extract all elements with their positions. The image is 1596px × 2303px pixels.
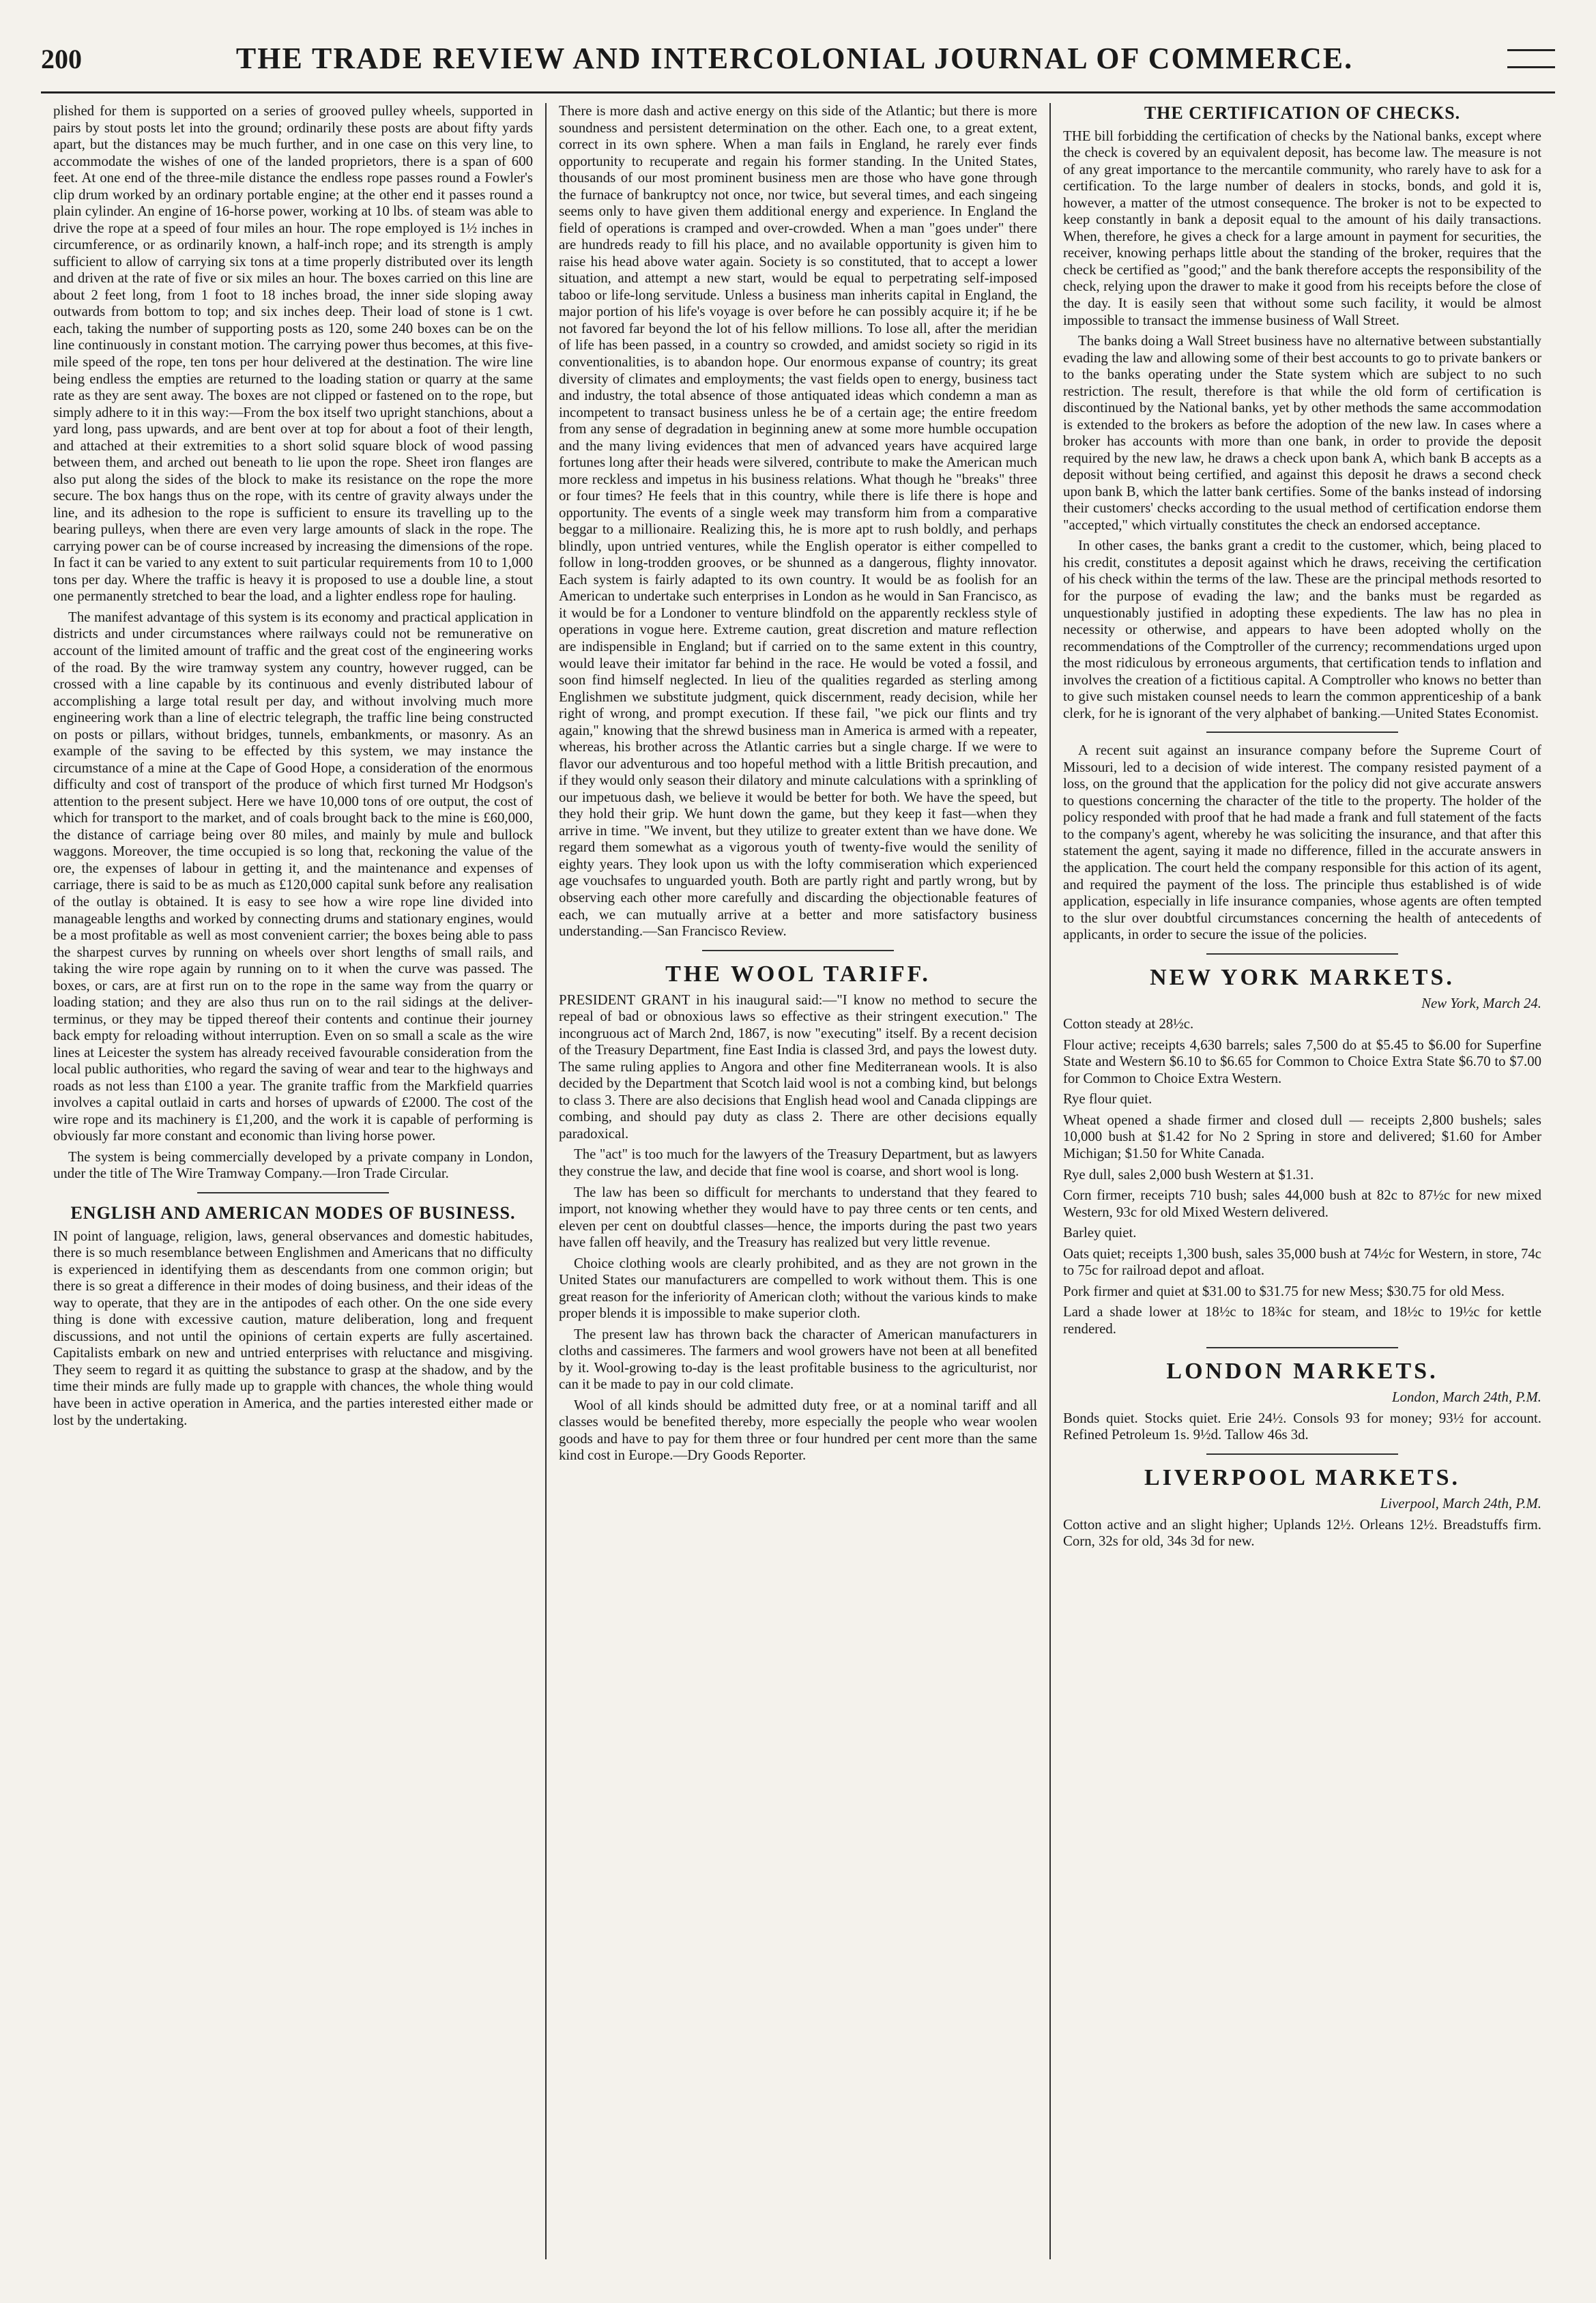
article-paragraph: The law has been so difficult for merchants to understand that they feared to import, not knowing whether they would have to pay three cents or ten cents, and eleven per cent on doubtful classes—hence, the imports during the past two years have fallen off heavily, and the Treasury has realized but very little revenue. (559, 1184, 1037, 1251)
market-line: Bonds quiet. Stocks quiet. Erie 24½. Consols 93 for money; 93½ for account. Refined Petroleum 1s. 9½d. Tallow 46s 3d. (1063, 1410, 1541, 1443)
market-heading: LIVERPOOL MARKETS. (1144, 1465, 1461, 1491)
market-heading: NEW YORK MARKETS. (1150, 964, 1455, 990)
article-paragraph: A recent suit against an insurance company before the Supreme Court of Missouri, led to a decision of wide interest. The company resisted payment of a loss, on the ground that the application for the policy did not give accurate answers to questions concerning the character of the title to the property. The holder of the policy responded with proof that he had made a frank and full statement of the facts to the company's agent, whereby he was soliciting the insurance, and that after this statement the agent, saying it made no difference, filled in the accurate answers in the application. The court held the company responsible for this action of its agent, and required the payment of the loss. The principle thus established is of wide application, especially in life insurance companies, whose agents are often tempted to the slur over doubtful circumstances concerning the health of antecedents of applicants, in order to secure the issue of the policies. (1063, 742, 1541, 943)
article-heading: THE CERTIFICATION OF CHECKS. (1144, 103, 1461, 123)
liverpool-markets (1063, 1464, 1541, 1550)
section-divider (1206, 1347, 1397, 1348)
page-number: 200 (41, 44, 82, 74)
market-dateline: New York, March 24. (1421, 995, 1541, 1011)
market-heading: LONDON MARKETS. (1166, 1359, 1438, 1385)
newspaper-page (41, 41, 1555, 2262)
article-paragraph: The "act" is too much for the lawyers of the Treasury Department, but as lawyers they construe the law, and decide that fine wool is coarse, and short wool is long. (559, 1146, 1037, 1179)
article-paragraph: PRESIDENT GRANT in his inaugural said:—"I know no method to secure the repeal of bad or obnoxious laws so effective as their stringent execution." The incongruous act of March 2nd, 1867, is now "executing" itself. By a recent decision of the Treasury Department, fine East India is classed 3rd, and pays the lowest duty. The same ruling applies to Angora and other fine Mediterranean wools. It is also decided by the Department that Scotch laid wool is not a combing kind, but belongs to class 3. There are also decisions that English head wool and Canada clippings are combing, and should pay duty as class 2. There are other decisions equally paradoxical. (559, 991, 1037, 1142)
section-divider (1206, 1453, 1397, 1455)
article-paragraph: There is more dash and active energy on this side of the Atlantic; but there is more soundness and persistent determination on the other. Each one, to a great extent, correct in its own sphere. When a man fails in England, he rarely ever finds opportunity to recuperate and regain his former standing. In the United States, thousands of our most prominent business men are those who have gone through the furnace of bankruptcy not once, nor twice, but several times, and each singeing seems only to have given them additional energy and experience. In England the field of operations is cramped and over-crowded. When a man "goes under" there are hundreds ready to fill his place, and no available opportunity is given him to raise his head above water again. Society is so constituted, that to accept a lower situation, and attempt a new start, would be equal to perpetrating self-imposed taboo or life-long servitude. Unless a business man inherits capital in England, the major portion of his life's voyage is over before he can possibly acquire it; if he be not favored far beyond the lot of his fellow millions. To lose all, after the meridian of life has been passed, in a country so crowded, and amidst society so rigid in its conventionalities, is to abandon hope. Our enormous expanse of country; its great diversity of climates and employments; the vast fields open to energy, business tact and industry, the total absence of those antiquated ideas which condemn a man as incompetent to transact business unless he be of a certain age; the entire freedom from any sense of degradation in beginning anew at some more humble occupation and the many living evidences that men of advanced years have acquired large fortunes long after their heads were silvered, contribute to make the American much more reckless and impetus in his business relations. What though he "breaks" three or four times? He feels that in this country, while there is life there is hope and opportunity. The events of a single week may transform him from a comparative beggar to a millionaire. Realizing this, he is more apt to rush boldly, and perhaps blindly, upon untried ventures, while the English operator is either compelled to follow in long-trodden grooves, or be shunned as a dangerous, flighty innovator. Each system is fairly adapted to its own country. It would be as foolish for an American to undertake such enterprises in London as he would in San Francisco, as it would be for a Londoner to venture blindfold on the apparently reckless style of operations in vogue here. Extreme caution, great discretion and mature reflection are indispensible in England; but if carried on to the same extent in this country, would leave their imitator far behind in the race. He would be voted a fossil, and soon find himself neglected. In lieu of the qualities regarded as sterling among Englishmen we substitute judgment, quick discernment, ready decision, while her right of wrong, and prompt execution. If these fail, "we pick our flints and try again," knowing that the shrewd business man in America is armed with a repeater, whereas, his brother across the Atlantic carries but a single charge. If we were to flavor our adventurous and too hopeful method with a little British precaution, and if they would only season their dilatory and minute calculations with a sprinkling of our impetuous dash, we believe it would be better for both. We have the speed, but they hold their grip. We hunt down the game, but they keep it fast—when they arrive in time. "We invent, but they utilize to greater extent than we have done. We regard them somewhat as a vigorous youth of twenty-five would the senility of eighty years. They look upon us with the lofty commiseration which experienced age vouchsafes to unguarded youth. Both are partly right and partly wrong, but by observing each other more carefully and discarding the objectionable features of each, we can mutually arrive at a better and more satisfactory business understanding.—San Francisco Review. (559, 103, 1037, 940)
article-heading: THE WOOL TARIFF. (665, 961, 931, 987)
article-paragraph: The system is being commercially developed by a private company in London, under the title of The Wire Tramway Company.—Iron Trade Circular. (53, 1148, 533, 1182)
article-paragraph: The banks doing a Wall Street business have no alternative between substantially evading the law and allowing some of their best accounts to go to private bankers or to the banks operating under the State system which are subject to no such restriction. The result, therefore is that while the old form of certification is discontinued by the National banks, yet by other methods the same accommodation is extended to the brokers as before the adoption of the new law. In cases where a broker has accounts with more than one bank, in order to provide the deposit required by the new law, he draws a check upon bank A, which bank B accepts as a deposit without being certified, and against this deposit he draws a second check upon bank B, which the latter bank certifies. Some of the banks instead of indorsing their customers' checks according to the usual method of certification endorse them "accepted," which virtually constitutes the check an endorsed acceptance. (1063, 333, 1541, 533)
market-line: Cotton active and an slight higher; Uplands 12½. Orleans 12½. Breadstuffs firm. Corn, 32s for old, 34s 3d for new. (1063, 1516, 1541, 1550)
article-paragraph: The present law has thrown back the character of American manufacturers in cloths and cassimeres. The farmers and wool growers have not been at all benefited by it. Wool-growing to-day is the least profitable business to the agriculturist, nor can it be made to pay in our cold climate. (559, 1326, 1037, 1393)
new-york-markets (1063, 964, 1541, 1338)
market-line: Wheat opened a shade firmer and closed dull — receipts 2,800 bushels; sales 10,000 bush at $1.42 for No 2 Spring in store and delivered; $1.60 for Amber Michigan; $1.50 for White Canada. (1063, 1112, 1541, 1161)
article-paragraph: In other cases, the banks grant a credit to the customer, which, being placed to his credit, constitutes a deposit against which he draws, receiving the certification of his check within the terms of the law. These are the principal methods resorted to for the purpose of evading the law; and the banks must be regarded as unquestionably justified in adopting these expedients. The law has no plea in necessity or otherwise, and appears to have been adopted wholly on the recommendations of the Comptroller of the currency; recommendations urged upon the most ridiculous by erroneous arguments, that certification tends to inflation and involves the creation of a fictitious capital. A Comptroller who knows no better than to give such mistaken counsel needs to learn the common apprenticeship of a bank clerk, for he is ignorant of the very alphabet of banking.—United States Economist. (1063, 538, 1541, 721)
section-divider (1206, 953, 1397, 955)
column-3 (1049, 103, 1554, 2259)
market-line: Rye dull, sales 2,000 bush Western at $1.31. (1063, 1166, 1314, 1183)
article-paragraph: Wool of all kinds should be admitted duty free, or at a nominal tariff and all classes would be benefited thereby, more especially the people who wear woolen goods and have to pay for them three or four hundred per cent more than the same kind cost in Europe.—Dry Goods Reporter. (559, 1397, 1037, 1464)
article-paragraph: plished for them is supported on a series of grooved pulley wheels, supported in pairs by stout posts let into the ground; ordinarily these posts are about fifty yards apart, but the distances may be much further, and in one case on this very line, to accommodate the wishes of one of the landed proprietors, there is a span of 600 feet. At one end of the three-mile distance the endless rope passes round a Fowler's clip drum worked by an ordinary portable engine; at the other end it passes round a plain cylinder. An engine of 16-horse power, working at 10 lbs. of steam was able to drive the rope at a speed of four miles an hour. The rope employed is 1½ inches in circumference, or as ordinarily known, a half-inch rope; and its strength is amply sufficient to allow of carrying six tons at a time properly distributed over its length and driven at the rate of five or six miles an hour. The boxes carried on this line are about 2 feet long, from 1 foot to 18 inches broad, the inner side sloping away outwards from bottom to top; and six inches deep. Their load of stone is 1 cwt. each, taking the number of supporting posts as 120, some 240 boxes can be on the line continuously in constant motion. The carrying power thus becomes, at this five-mile speed of the rope, ten tons per hour delivered at the destination. The wire line being endless the empties are returned to the loading station or quarry at the same rate as they are sent away. The boxes are not clipped or fastened on to the rope, but simply adhere to it in this way:—From the box itself two upright stanchions, about a yard long, pass upwards, and are bent over at top for about a foot of their length, and attached at their extremities to a short solid square block of wood passing between them, and arched out beneath to lie upon the rope. Sheet iron flanges are also put along the sides of the block to make its resistance on the rope the more secure. The box hangs thus on the rope, with its centre of gravity always under the line, and its adhesion to the rope is sufficient to ensure its travelling up to the bearing pulleys, when there are even very large amounts of slack in the rope. The carrying power can be of course increased by increasing the dimensions of the rope. In fact it can be varied to any extent to suit particular requirements from 10 to 1,000 tons per day. Where the traffic is heavy it is proposed to use a double line, a stout one permanently stretched to bear the load, and a lighter endless rope for hauling. (53, 103, 533, 605)
article-heading: ENGLISH AND AMERICAN MODES OF BUSINESS. (70, 1203, 516, 1223)
market-line: Lard a shade lower at 18½c to 18¾c for steam, and 18½c to 19½c for kettle rendered. (1063, 1304, 1541, 1337)
market-line: Cotton steady at 28½c. (1063, 1016, 1194, 1032)
market-line: Barley quiet. (1063, 1225, 1137, 1241)
market-dateline: Liverpool, March 24th, P.M. (1380, 1496, 1541, 1512)
market-line: Corn firmer, receipts 710 bush; sales 44,000 bush at 82c to 87½c for new mixed Western, 93c for old Mixed Western delivered. (1063, 1187, 1541, 1220)
article-paragraph: IN point of language, religion, laws, general observances and domestic habitudes, there is so much resemblance between Englishmen and Americans that no difficulty is experienced in identifying them as descendants from one common origin; but there is so great a difference in their modes of doing business, and their ideas of the way to operate, that they are in the antipodes of each other. On the one side every thing is done with excessive caution, mature deliberation, long and frequent discussions, and not until the opinions of certain experts are fully ascertained. Capitalists embark on new and untried enterprises with reluctance and misgiving. They seem to regard it as quitting the substance to grasp at the shadow, and by the time their minds are fully made up to grapple with chances, the whole thing would have been in active operation in America, and the parties interested either made or lost by the undertaking. (53, 1228, 533, 1428)
market-dateline: London, March 24th, P.M. (1392, 1389, 1541, 1406)
market-line: Pork firmer and quiet at $31.00 to $31.75 for new Mess; $30.75 for old Mess. (1063, 1283, 1505, 1299)
masthead (41, 41, 1555, 93)
masthead-rule-mark (1507, 49, 1555, 68)
publication-title: THE TRADE REVIEW AND INTERCOLONIAL JOURNAL OF COMMERCE. (235, 42, 1354, 75)
market-line: Flour active; receipts 4,630 barrels; sales 7,500 do at $5.45 to $6.00 for Superfine State and Western $6.10 to $6.65 for Common to Choice Extra State $6.70 to $7.00 for Common to Choice Extra Western. (1063, 1037, 1541, 1086)
article-paragraph: THE bill forbidding the certification of checks by the National banks, except where the check is covered by an equivalent deposit, has become law. The measure is not of any great importance to the mercantile community, who rarely have to ask for a certification. To the large number of dealers in stocks, bonds, and gold it is, however, a matter of the utmost consequence. The broker is not to be expected to keep constantly in bank a deposit equal to the amount of his daily transactions. When, therefore, he gives a check for a large amount in payment for securities, the receiver, knowing perhaps little about the standing of the broker, requires that the check be certified as "good;" and the bank therefore accepts the responsibility of the check, relying upon the drawer to make it good from his receipts before the close of the day. It is easily seen that without some such facility, it would be almost impossible to transact the immense business of Wall Street. (1063, 128, 1541, 328)
section-divider (702, 950, 893, 951)
section-divider (197, 1192, 389, 1193)
market-line: Oats quiet; receipts 1,300 bush, sales 35,000 bush at 74½c for Western, in store, 74c to 75c for railroad depot and afloat. (1063, 1245, 1541, 1279)
article-paragraph: Choice clothing wools are clearly prohibited, and as they are not grown in the United States our manufacturers are compelled to work without them. This is one great reason for the inferiority of American cloth; without the various kinds to make proper blends it is impossible to make superior cloth. (559, 1255, 1037, 1322)
section-divider (1206, 732, 1397, 733)
column-1 (41, 103, 545, 2259)
article-paragraph: The manifest advantage of this system is its economy and practical application in districts and under circumstances where railways could not be remunerative on account of the limited amount of traffic and the great cost of the engineering works of the road. By the wire tramway system any country, however rugged, can be crossed with a line capable by its continuous and evenly distributed labour of accomplishing a large total result per day, and without involving much more engineering work than a line of electric telegraph, the traffic line being constructed on posts or pillars, without bridges, tunnels, embankments, or masonry. As an example of the saving to be effected by this system, we may instance the circumstance of a mine at the Cape of Good Hope, a consideration of the enormous difficulty and cost of transport of the produce of which first turned Mr Hodgson's attention to the present subject. Here we have 10,000 tons of ore output, the cost of which for transport to the market, and of coals brought back to the mine is £60,000, the distance of carriage being over 80 miles, and mainly by mule and bullock waggons. Moreover, the time occupied is so long that, reckoning the value of the ore, the expenses of labour in getting it, and the maintenance and expenses of carriage, there is said to be as much as £120,000 capital sunk before any realisation of the outlay is obtained. It is easy to see how a wire rope line divided into manageable lengths and worked by connecting drums and stationary engines, would be a most profitable as well as most convenient carrier; the boxes being able to pass the sharpest curves by running on wheels over short lengths of small rails, and taking the wire rope again by running on to it when the curve was passed. The boxes, or cars, are at first run on to the rope in the same way from the quarry or loading station; and they are also thus run on to the rail sidings at the deliver- terminus, or they may be tipped thereof their contents and continue their journey back empty for reloading without interruption. Even on so small a scale as the wire lines at Leicester the system has already received favourable consideration from the local public authorities, who regard the saving of wear and tear to the highways and roads as not less than £100 a year. The granite traffic from the Markfield quarries involves a capital outlaid in carts and horses of upwards of £2000. The cost of the wire rope and its machinery is £1,200, and the work it is capable of performing is obviously far more constant and economic than living horse power. (53, 609, 533, 1144)
column-2 (545, 103, 1049, 2259)
market-line: Rye flour quiet. (1063, 1091, 1152, 1107)
london-markets (1063, 1358, 1541, 1444)
columns (41, 103, 1555, 2259)
